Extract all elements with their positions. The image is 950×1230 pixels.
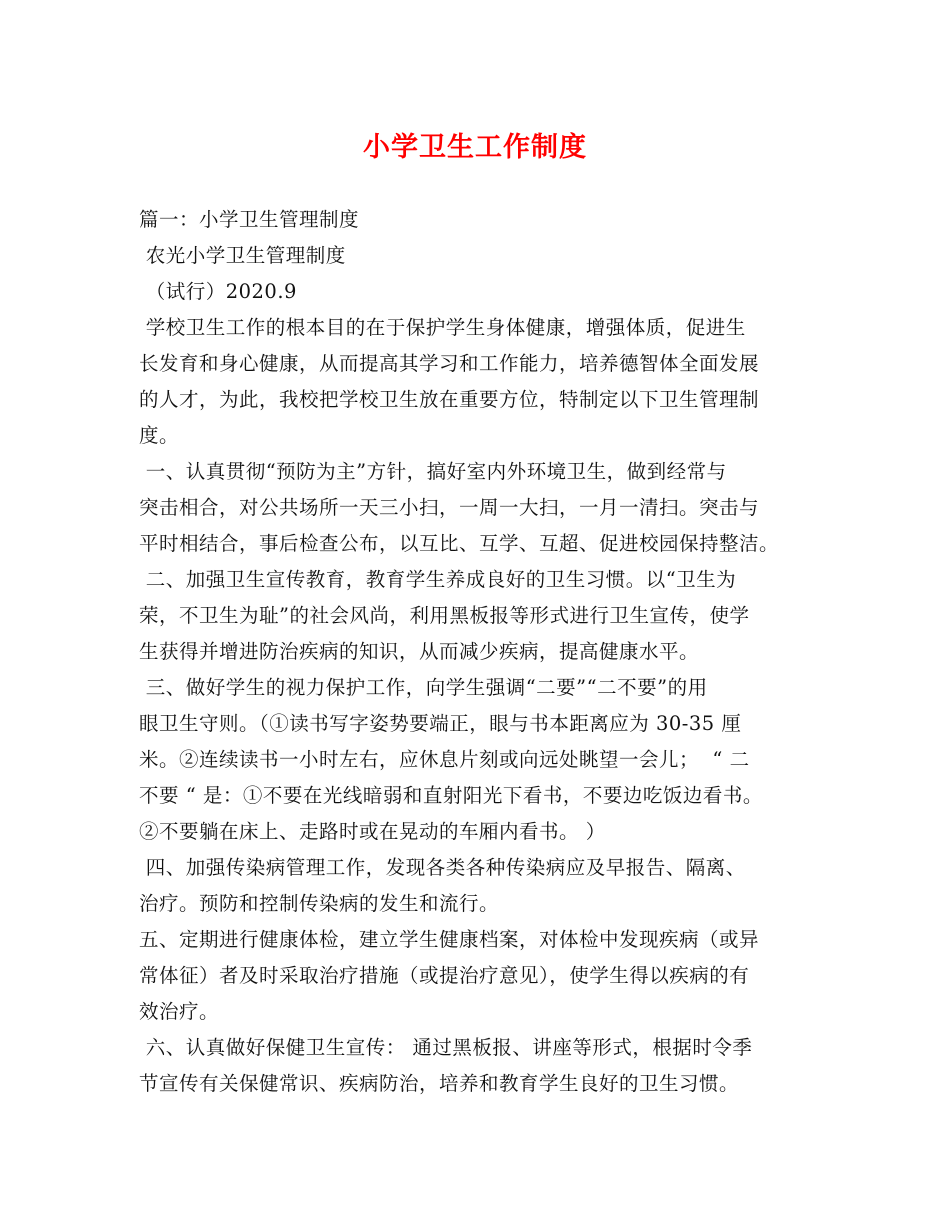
document-body [139, 202, 815, 1102]
body-line: 农光小学卫生管理制度 [139, 244, 346, 267]
body-line: 篇一：小学卫生管理制度 [139, 208, 360, 231]
body-line: 眼卫生守则。（①读书写字姿势要端正，眼与书本距离应为 30-35 厘 [139, 712, 742, 735]
body-line: 效治疗。 [139, 1000, 220, 1023]
body-line: 五、定期进行健康体检，建立学生健康档案，对体检中发现疾病（或异 [139, 928, 760, 951]
body-line: 突击相合，对公共场所一天三小扫，一周一大扫，一月一清扫。突击与 [139, 496, 760, 519]
body-line: 四、加强传染病管理工作，发现各类各种传染病应及早报告、隔离、 [139, 856, 746, 879]
body-line: 长发育和身心健康，从而提高其学习和工作能力，培养德智体全面发展 [139, 352, 760, 375]
body-line: 一、认真贯彻“预防为主”方针，搞好室内外环境卫生，做到经常与 [139, 460, 727, 483]
body-line: 治疗。预防和控制传染病的发生和流行。 [139, 892, 500, 915]
body-line: 度。 [139, 424, 180, 447]
body-line: 荣，不卫生为耻”的社会风尚，利用黑板报等形式进行卫生宣传，使学 [139, 604, 750, 627]
document-title: 小学卫生工作制度 [363, 132, 587, 163]
body-line: 三、做好学生的视力保护工作，向学生强调“二要”“二不要”的用 [139, 676, 708, 699]
body-line: 的人才，为此，我校把学校卫生放在重要方位，特制定以下卫生管理制 [139, 388, 760, 411]
body-line: 节宣传有关保健常识、疾病防治，培养和教育学生良好的卫生习惯。 [139, 1072, 740, 1095]
body-line: 六、认真做好保健卫生宣传： 通过黑板报、讲座等形式，根据时令季 [139, 1036, 753, 1059]
body-line: 米。②连续读书一小时左右，应休息片刻或向远处眺望一会儿； “ 二 [139, 748, 750, 771]
body-line: ②不要躺在床上、走路时或在晃动的车厢内看书。 ） [139, 820, 606, 843]
body-line: （试行）2020.9 [139, 280, 297, 303]
body-line: 生获得并增进防治疾病的知识，从而减少疾病，提高健康水平。 [139, 640, 700, 663]
body-line: 常体征）者及时采取治疗措施（或提治疗意见），使学生得以疾病的有 [139, 964, 750, 987]
body-line: 平时相结合，事后检查公布，以互比、互学、互超、促进校园保持整洁。 [139, 532, 780, 555]
body-line: 学校卫生工作的根本目的在于保护学生身体健康，增强体质，促进生 [139, 316, 746, 339]
body-line: 不要 “ 是：①不要在光线暗弱和直射阳光下看书，不要边吃饭边看书。 [139, 784, 763, 807]
body-line: 二、加强卫生宣传教育，教育学生养成良好的卫生习惯。以“卫生为 [139, 568, 737, 591]
